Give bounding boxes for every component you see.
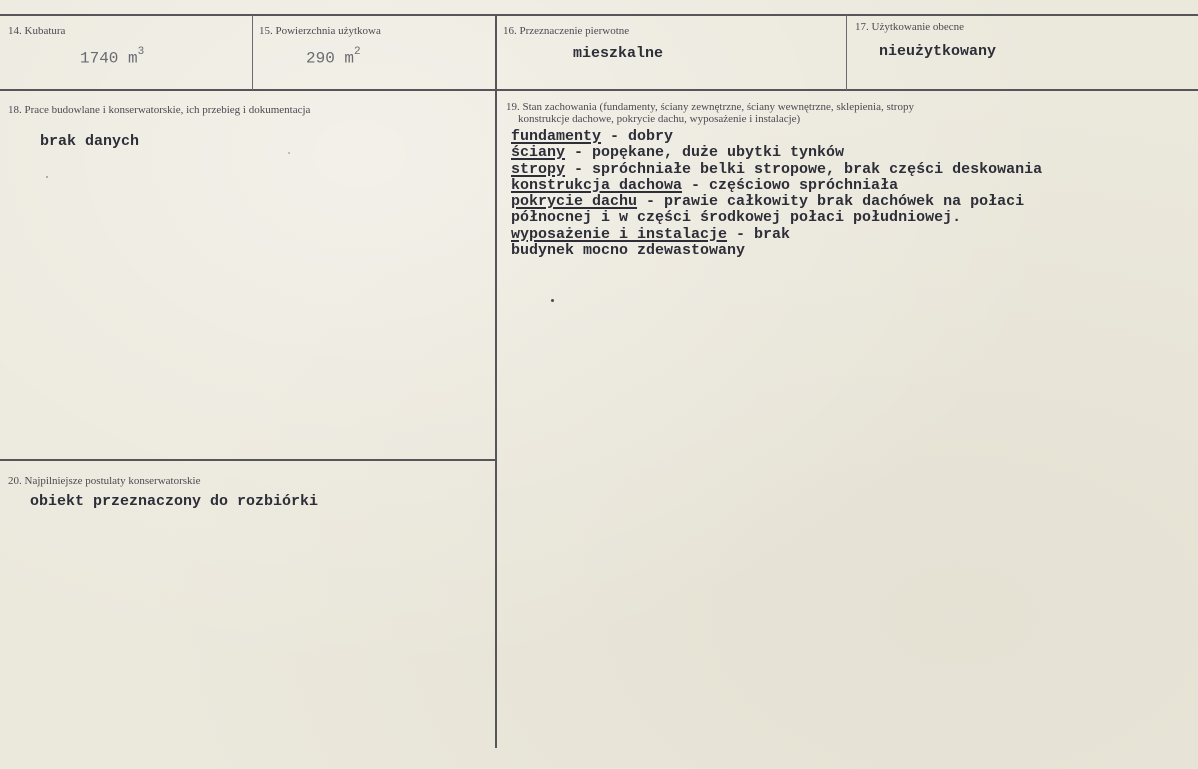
condition-entry — [511, 178, 1042, 194]
field-16-label: 16. Przeznaczenie pierwotne — [503, 25, 630, 37]
field-15-label: 15. Powierzchnia użytkowa — [259, 25, 381, 37]
field-18-label: 18. Prace budowlane i konserwatorskie, ich przebieg i dokumentacja — [8, 104, 311, 116]
column-divider-14-15 — [252, 15, 253, 90]
condition-text: - popękane, duże ubytki tynków — [565, 144, 845, 162]
field-16-value: mieszkalne — [573, 45, 664, 62]
condition-text: - spróchniałe belki stropowe, brak części deskowania — [565, 160, 1043, 178]
field-15-number: 290 m — [306, 49, 355, 68]
condition-text: budynek mocno zdewastowany — [511, 242, 746, 260]
paper-speck — [551, 299, 554, 302]
field-19-label — [506, 101, 914, 125]
top-rule — [0, 14, 1198, 16]
paper-speck — [288, 152, 290, 154]
field-14-value — [80, 46, 144, 66]
row-divider-rule — [0, 89, 1198, 91]
field-20-label: 20. Najpilniejsze postulaty konserwatorskie — [8, 475, 201, 487]
paper-speck — [46, 176, 48, 178]
field-20-value: obiekt przeznaczony do rozbiórki — [30, 493, 319, 510]
field-19-label-line-2: konstrukcje dachowe, pokrycie dachu, wyposażenie i instalacje) — [518, 113, 801, 125]
condition-text: - brak — [727, 225, 791, 243]
field-19-label-line-1: 19. Stan zachowania (fundamenty, ściany zewnętrzne, ściany wewnętrzne, sklepienia, stropy — [506, 101, 914, 113]
condition-key: pokrycie dachu — [511, 193, 638, 211]
condition-text: - częściowo spróchniała — [682, 176, 899, 194]
condition-entry — [511, 194, 1042, 210]
field-19-condition-list — [511, 129, 1042, 259]
condition-entry — [511, 129, 1042, 145]
condition-key: ściany — [511, 144, 566, 162]
condition-text: północnej i w części środkowej połaci południowej. — [511, 209, 962, 227]
condition-key: konstrukcja dachowa — [511, 176, 683, 194]
condition-entry — [511, 243, 1042, 259]
field-18-value: brak danych — [40, 133, 140, 150]
field-17-label: 17. Użytkowanie obecne — [855, 21, 965, 33]
condition-entry — [511, 162, 1042, 178]
condition-text: - prawie całkowity brak dachówek na połaci — [637, 193, 1025, 211]
condition-key: fundamenty — [511, 128, 602, 145]
condition-text: - dobry — [601, 128, 674, 145]
field-14-number: 1740 m — [80, 49, 138, 68]
field-15-value — [306, 46, 361, 66]
condition-entry — [511, 227, 1042, 243]
column-divider-16-17 — [846, 15, 847, 90]
column-divider-15-16 — [495, 15, 497, 748]
field-14-exponent: 3 — [137, 46, 145, 58]
condition-key: wyposażenie i instalacje — [511, 225, 728, 243]
field-14-label: 14. Kubatura — [8, 25, 66, 37]
condition-entry — [511, 210, 1042, 226]
section-18-20-divider — [0, 459, 497, 461]
field-17-value: nieużytkowany — [879, 43, 997, 60]
condition-entry — [511, 145, 1042, 161]
field-15-exponent: 2 — [354, 46, 361, 58]
condition-key: stropy — [511, 160, 566, 178]
